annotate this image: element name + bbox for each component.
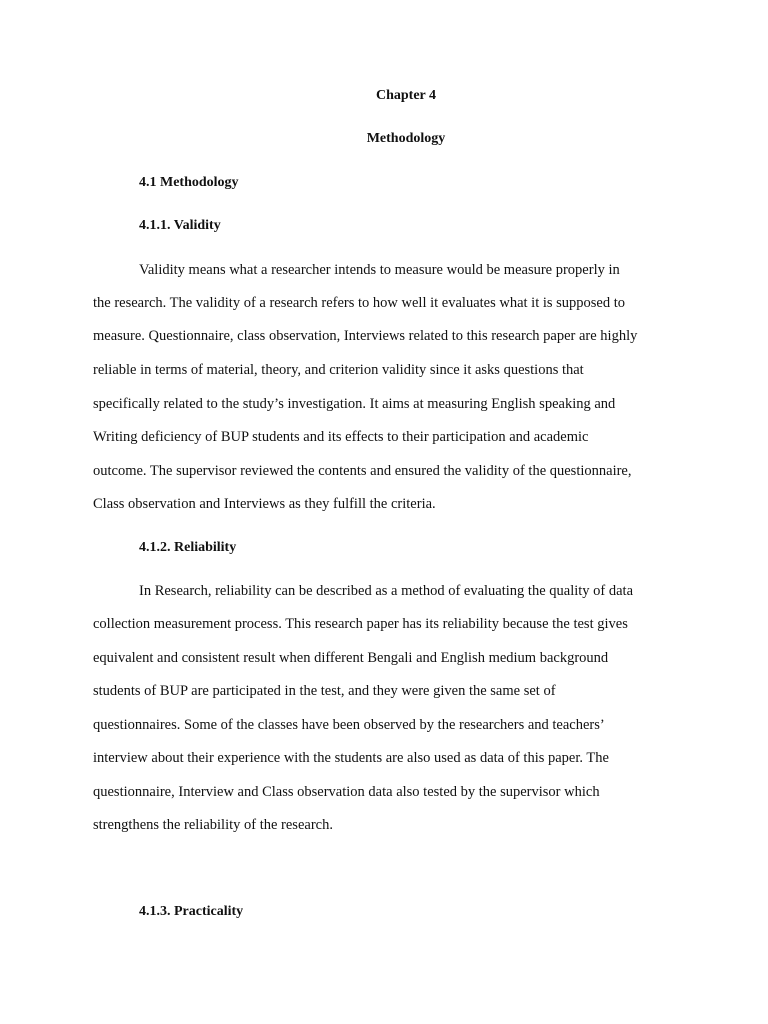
paragraph-line: equivalent and consistent result when different Bengali and English medium background — [93, 650, 609, 666]
paragraph-line: students of BUP are participated in the test, and they were given the same set of — [93, 683, 556, 699]
paragraph-line: collection measurement process. This research paper has its reliability because the test gives — [93, 616, 628, 632]
paragraph-line: measure. Questionnaire, class observation, Interviews related to this research paper are highly — [93, 328, 638, 344]
paragraph-line: the research. The validity of a research refers to how well it evaluates what it is supposed to — [93, 295, 626, 311]
paragraph-line: interview about their experience with the students are also used as data of this paper. The — [93, 750, 609, 766]
paragraph-line: questionnaire, Interview and Class observation data also tested by the supervisor which — [93, 784, 600, 800]
section-heading-methodology: 4.1 Methodology — [139, 175, 239, 190]
paragraph-line: outcome. The supervisor reviewed the contents and ensured the validity of the questionnaire, — [93, 463, 632, 479]
paragraph-line: strengthens the reliability of the research. — [93, 817, 333, 833]
paragraph-line: Writing deficiency of BUP students and its effects to their participation and academic — [93, 429, 589, 445]
paragraph-line: Validity means what a researcher intends to measure would be measure properly in — [139, 262, 620, 278]
paragraph-line: questionnaires. Some of the classes have been observed by the researchers and teachers’ — [93, 717, 605, 733]
paragraph-line: reliable in terms of material, theory, and criterion validity since it asks questions that — [93, 362, 584, 378]
subsection-heading-validity: 4.1.1. Validity — [139, 218, 221, 233]
paragraph-line: In Research, reliability can be described as a method of evaluating the quality of data — [139, 583, 634, 599]
subsection-heading-practicality: 4.1.3. Practicality — [139, 904, 244, 919]
chapter-subtitle: Methodology — [366, 131, 446, 146]
paragraph-line: specifically related to the study’s investigation. It aims at measuring English speaking and — [93, 396, 616, 412]
paragraph-line: Class observation and Interviews as they fulfill the criteria. — [93, 496, 436, 512]
subsection-heading-reliability: 4.1.2. Reliability — [139, 540, 237, 555]
chapter-title: Chapter 4 — [375, 88, 437, 103]
